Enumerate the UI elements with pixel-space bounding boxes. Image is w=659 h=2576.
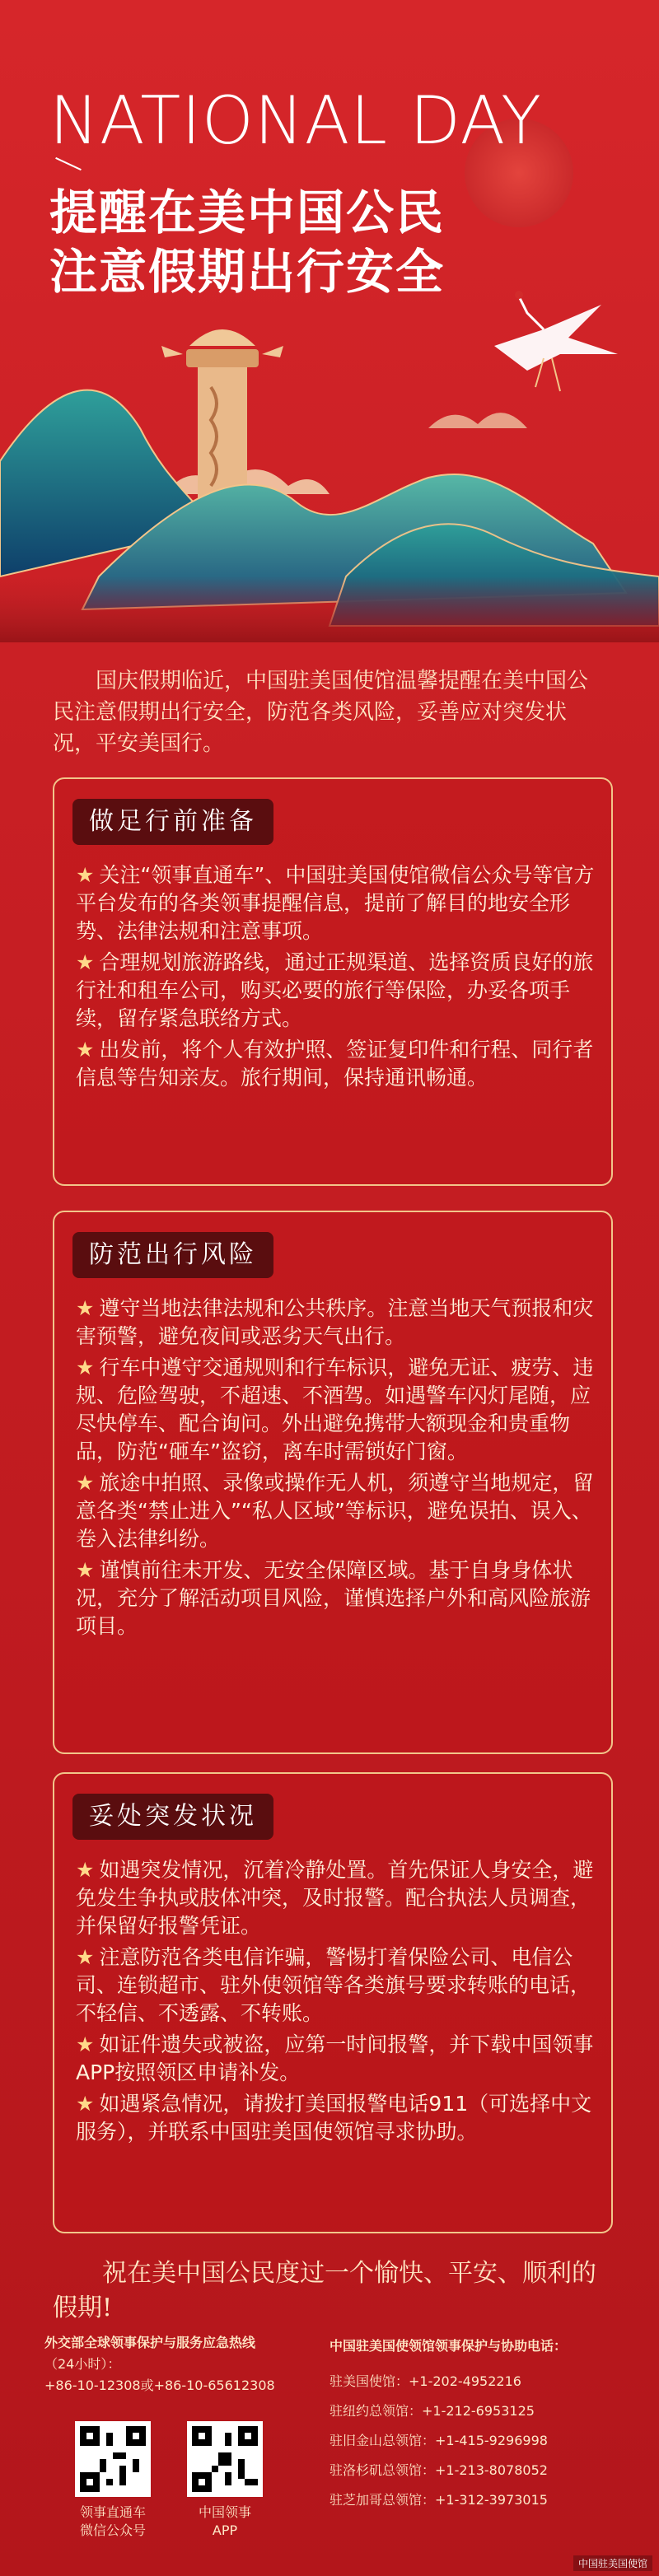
intro-paragraph: 国庆假期临近，中国驻美国使馆温馨提醒在美中国公民注意假期出行安全，防范各类风险，妥善应对突发状况，平安美国行。: [53, 669, 589, 756]
contact-item: 驻纽约总领馆：+1-212-6953125: [330, 2403, 535, 2419]
consulate-contacts: [330, 2336, 626, 2515]
contact-item: 驻美国使馆：+1-202-4952216: [330, 2373, 521, 2389]
list-item: ★ 如证件遗失或被盗，应第一时间报警，并下载中国领事APP按照领区申请补发。: [76, 2032, 594, 2084]
contacts-title: 中国驻美国使领馆领事保护与协助电话：: [330, 2338, 568, 2354]
list-item: ★ 合理规划旅游路线，通过正规渠道、选择资质良好的旅行社和租车公司，购买必要的旅行等保险，办妥各项手续，留存紧急联络方式。: [76, 950, 594, 1030]
list-item: ★ 谨慎前往未开发、无安全保障区域。基于自身身体状况，充分了解活动项目风险，谨慎选择户外和高风险旅游项目。: [76, 1558, 591, 1638]
qr-label-line1: 中国领事: [198, 2504, 251, 2520]
star-icon: ★: [76, 1858, 95, 1882]
list-item: ★ 旅途中拍照、录像或操作无人机，须遵守当地规定，留意各类“禁止进入”“私人区域”等标识，避免误拍、误入、卷入法律纠纷。: [76, 1471, 594, 1551]
list-item: ★ 如遇突发情况，沉着冷静处置。首先保证人身安全，避免发生争执或肢体冲突，及时报警。配合执法人员调查，并保留好报警凭证。: [76, 1858, 594, 1938]
star-icon: ★: [76, 1471, 95, 1495]
crane-bird-icon: [494, 291, 618, 391]
section-card-preparation: [53, 777, 613, 1186]
star-icon: ★: [76, 1945, 95, 1969]
title-english: NATIONAL DAY: [49, 82, 542, 159]
hotline-block: [44, 2332, 316, 2396]
star-icon: ★: [76, 1558, 95, 1582]
star-icon: ★: [76, 1356, 95, 1379]
closing-message: 祝在美中国公民度过一个愉快、平安、顺利的假期!: [53, 2259, 596, 2322]
qr-label-line2: APP: [212, 2522, 238, 2538]
list-item: ★ 遵守当地法律法规和公共秩序。注意当地天气预报和灾害预警，避免夜间或恶劣天气出行。: [76, 1296, 594, 1348]
qr-code-icon: [187, 2421, 263, 2497]
star-icon: ★: [76, 1038, 95, 1062]
cloud-decoration: [428, 413, 527, 428]
list-item: ★ 关注“领事直通车”、中国驻美国使馆微信公众号等官方平台发布的各类领事提醒信息，提前了解目的地安全形势、法律法规和注意事项。: [76, 863, 595, 943]
star-icon: ★: [76, 2092, 95, 2116]
hotline-numbers: +86-10-12308或+86-10-65612308: [44, 2378, 275, 2393]
qr-label-line2: 微信公众号: [79, 2522, 146, 2538]
section-card-risk: [53, 1211, 613, 1754]
water-reflection: [0, 576, 659, 642]
star-icon: ★: [76, 950, 95, 974]
section-body: [76, 1295, 596, 1644]
star-icon: ★: [76, 2032, 95, 2056]
section-title: 防范出行风险: [72, 1232, 273, 1278]
hotline-hours: （24小时）：: [44, 2356, 121, 2372]
list-item: ★ 行车中遵守交通规则和行车标识，避免无证、疲劳、违规、危险驾驶，不超速、不酒驾。如遇警车闪灯尾随，应尽快停车、配合询问。外出避免携带大额现金和贵重物品，防范“砸车”盗窃，离车时需锁好门窗。: [76, 1356, 594, 1463]
qr-consular-wechat[interactable]: [59, 2421, 166, 2540]
hero-banner: [0, 0, 659, 642]
list-item: ★ 出发前，将个人有效护照、签证复印件和行程、同行者信息等告知亲友。旅行期间，保持通讯畅通。: [76, 1038, 594, 1090]
star-icon: ★: [76, 1296, 95, 1320]
title-chinese: [49, 183, 577, 301]
qr-label-line1: 领事直通车: [79, 2504, 146, 2520]
contact-item: 驻旧金山总领馆：+1-415-9296998: [330, 2433, 548, 2448]
contact-item: 驻芝加哥总领馆：+1-312-3973015: [330, 2492, 548, 2508]
section-card-emergency: [53, 1772, 613, 2233]
qr-consular-app[interactable]: [171, 2421, 278, 2540]
title-line-2: 注意假期出行安全: [49, 244, 446, 300]
qr-code-icon: [75, 2421, 151, 2497]
list-item: ★ 注意防范各类电信诈骗，警惕打着保险公司、电信公司、连锁超市、驻外使领馆等各类旗号要求转账的电话，不轻信、不透露、不转账。: [76, 1945, 591, 2025]
section-body: [76, 861, 596, 1095]
contact-item: 驻洛杉矶总领馆：+1-213-8078052: [330, 2462, 548, 2478]
watermark: 中国驻美国使馆: [573, 2555, 652, 2571]
section-title: 做足行前准备: [72, 799, 273, 845]
section-body: [76, 1856, 596, 2149]
list-item: ★ 如遇紧急情况，请拨打美国报警电话911（可选择中文服务），并联系中国驻美国使领馆寻求协助。: [76, 2092, 592, 2144]
title-line-1: 提醒在美中国公民: [49, 184, 446, 240]
hotline-title: 外交部全球领事保护与服务应急热线: [44, 2335, 256, 2350]
star-icon: ★: [76, 863, 95, 887]
section-title: 妥处突发状况: [72, 1794, 273, 1840]
